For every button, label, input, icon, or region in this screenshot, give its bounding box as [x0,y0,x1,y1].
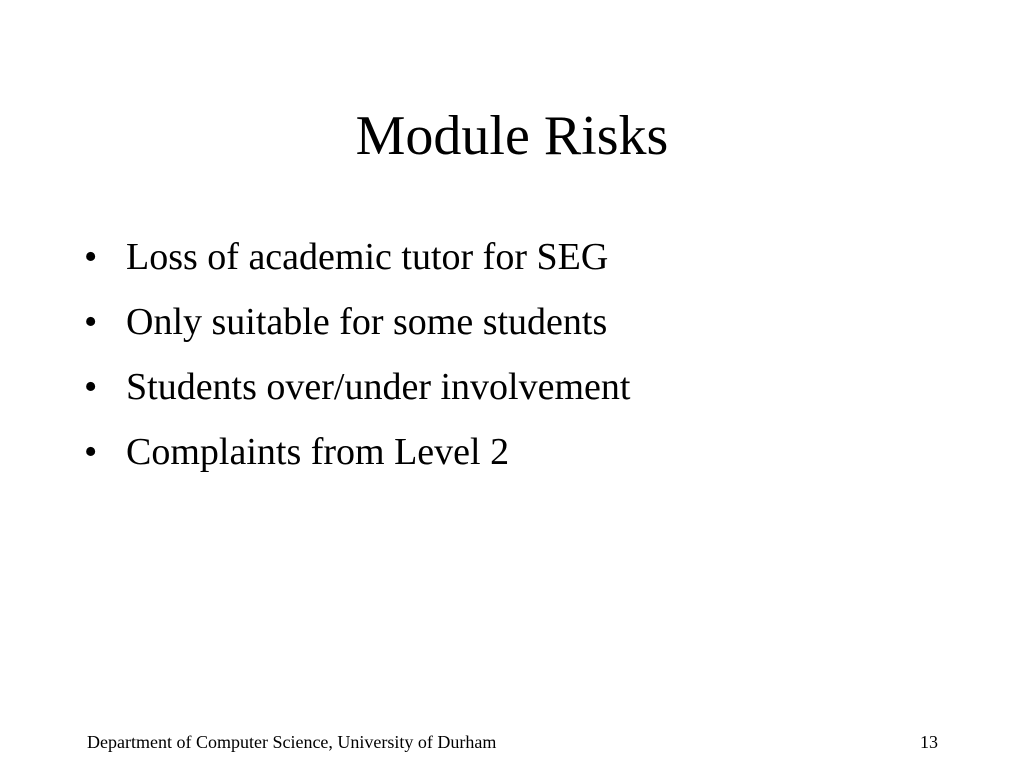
bullet-item [84,293,964,358]
bullet-dot-icon: • [84,366,98,408]
bullet-list [84,228,964,488]
slide-title: Module Risks [355,105,669,167]
bullet-dot-icon: • [84,301,98,343]
bullet-item [84,358,964,423]
bullet-dot-icon: • [84,236,98,278]
bullet-item [84,228,964,293]
page-number: 13 [920,732,938,752]
bullet-dot-icon: • [84,431,98,473]
bullet-text: Students over/under involvement [126,366,631,408]
bullet-item [84,423,964,488]
bullet-text: Complaints from Level 2 [126,431,510,473]
bullet-text: Loss of academic tutor for SEG [126,236,609,278]
footer-department: Department of Computer Science, University of Durham [87,732,497,752]
bullet-text: Only suitable for some students [126,301,608,343]
